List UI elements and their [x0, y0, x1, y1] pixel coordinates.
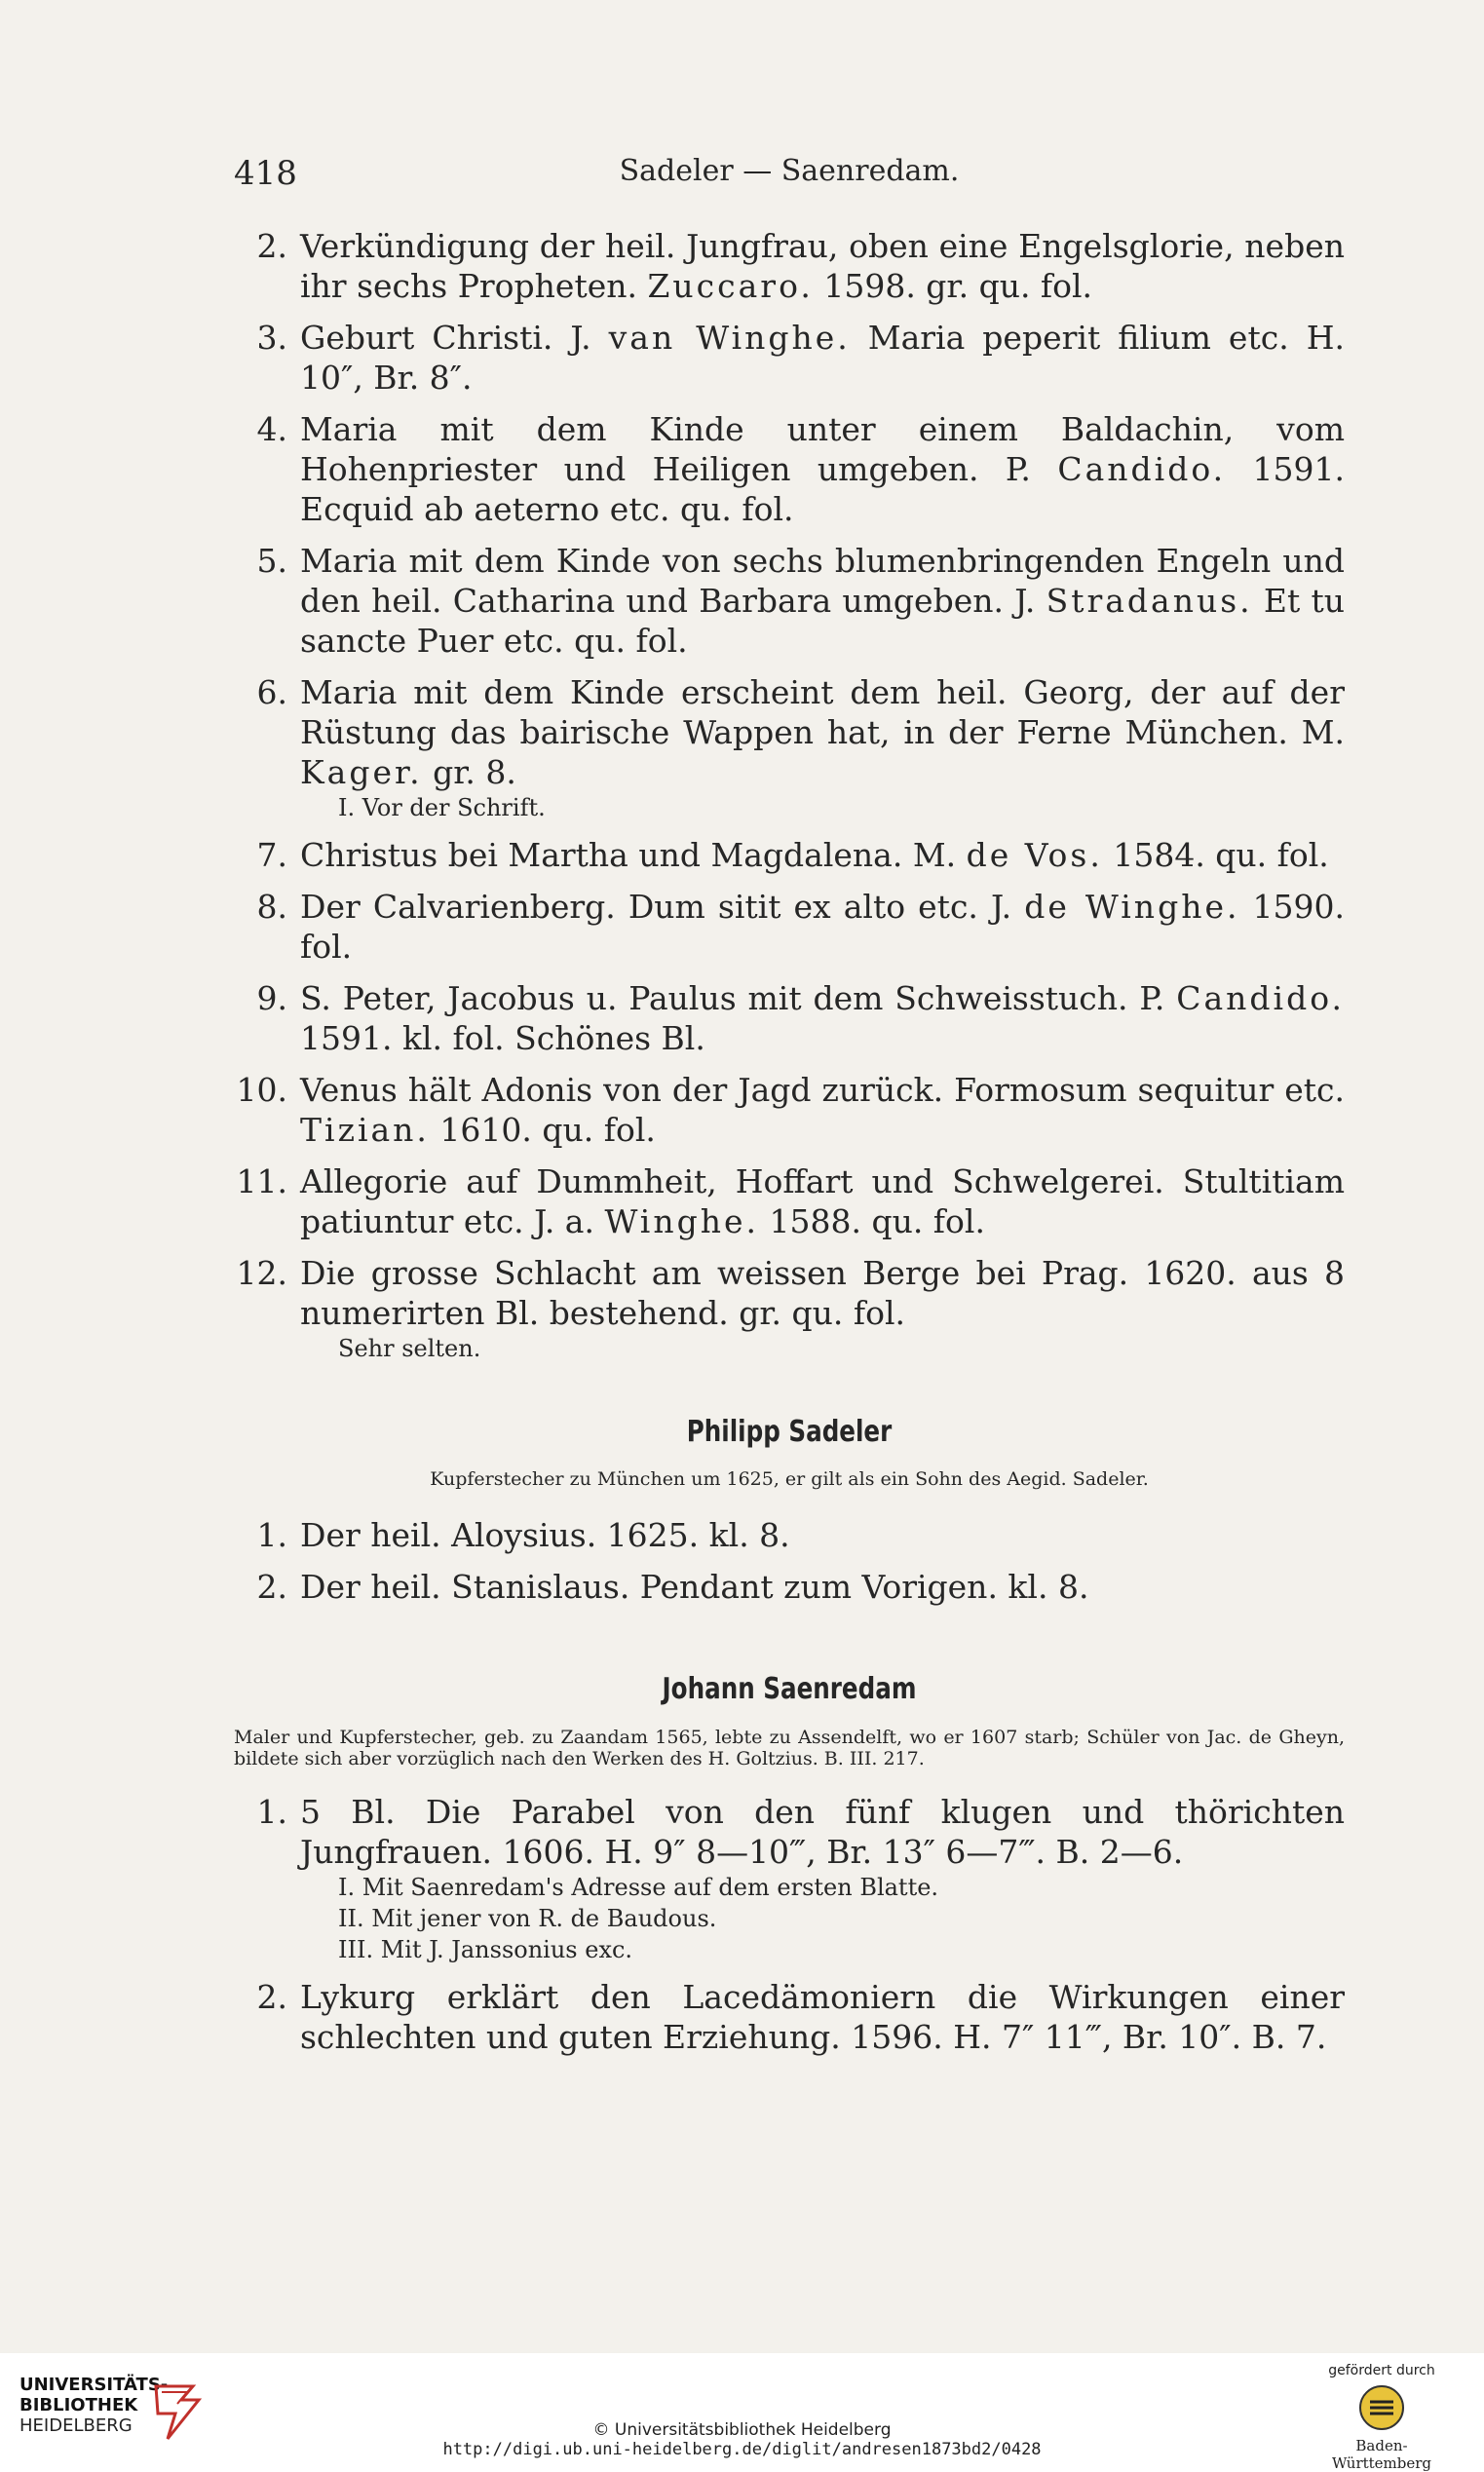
entry-number: 7.	[256, 836, 287, 874]
entry-text-run: Der heil. Aloysius. 1625. kl. 8.	[300, 1516, 790, 1554]
library-name-line1: UNIVERSITÄTS-	[19, 2375, 169, 2395]
entry-text	[300, 1253, 1345, 1333]
entry-state-note: I. Vor der Schrift.	[338, 794, 546, 821]
funder-label: gefördert durch	[1328, 2363, 1435, 2378]
page-header	[234, 154, 1345, 203]
entry-text	[300, 1161, 1345, 1241]
catalog-entry	[234, 1792, 1345, 1872]
artist-name: Candido.	[1176, 979, 1345, 1017]
catalog-entry	[234, 1161, 1345, 1241]
catalog-entry	[234, 1515, 1345, 1555]
entry-text-run: 1588. qu. fol.	[759, 1202, 985, 1240]
entry-text-run: gr. 8.	[422, 753, 516, 791]
entry-text	[300, 1792, 1345, 1872]
running-title: Sadeler — Saenredam.	[619, 154, 960, 188]
entry-text-run: 1591. Ecquid ab aeterno etc. qu. fol.	[300, 450, 1345, 528]
entry-text-run: Maria mit dem Kinde unter einem Baldachin, vom Hohenpriester und Heiligen umgeben. P.	[300, 410, 1345, 488]
catalog-entry	[234, 226, 1345, 306]
catalog-entry	[234, 672, 1345, 792]
entry-number: 12.	[236, 1254, 287, 1292]
entry-text-run: 1610. qu. fol.	[429, 1111, 656, 1149]
entry-number: 5.	[256, 542, 287, 580]
entry-number: 1.	[256, 1516, 287, 1554]
entry-text	[300, 978, 1345, 1058]
entry-number: 9.	[256, 979, 287, 1017]
entry-text	[300, 672, 1345, 792]
entry-text-run: Venus hält Adonis von der Jagd zurück. Formosum sequitur etc.	[300, 1071, 1345, 1109]
entry-text-run: Der Calvarienberg. Dum sitit ex alto etc. J.	[300, 888, 1025, 926]
entry-text	[300, 226, 1345, 306]
catalog-entry	[234, 1070, 1345, 1150]
catalog-entries-johann	[234, 1792, 1345, 2057]
catalog-entry	[234, 318, 1345, 398]
entry-number: 1.	[256, 1793, 287, 1831]
entry-state-note: Sehr selten.	[338, 1335, 481, 1362]
catalog-entry	[234, 541, 1345, 661]
section-title-johann-saenredam: Johann Saenredam	[662, 1672, 917, 1706]
footer-bar	[0, 2353, 1484, 2472]
catalog-entries-aegid	[234, 226, 1345, 1364]
artist-name: van Winghe.	[608, 319, 851, 357]
entry-text-run: Lykurg erklärt den Lacedämoniern die Wirkungen einer schlechten und guten Erziehung. 1596. H. 7″ 11‴, Br. 10″. B. 7.	[300, 1978, 1345, 2056]
entry-text	[300, 318, 1345, 398]
entry-number: 11.	[236, 1162, 287, 1200]
entry-text-run: Maria peperit filium etc. H. 10″, Br. 8″.	[300, 319, 1345, 397]
funder-name: Baden-Württemberg	[1331, 2437, 1432, 2472]
entry-text	[300, 1515, 1345, 1555]
entry-text-run: Allegorie auf Dummheit, Hoffart und Schwelgerei. Stultitiam patiuntur etc. J. a.	[300, 1162, 1345, 1240]
entry-number: 2.	[256, 227, 287, 265]
entry-text-run: 1584. qu. fol.	[1102, 836, 1329, 874]
entry-state-note: II. Mit jener von R. de Baudous.	[338, 1905, 717, 1932]
entry-text-run: Maria mit dem Kinde erscheint dem heil. Georg, der auf der Rüstung das bairische Wappen hat, in der Ferne München. M.	[300, 673, 1345, 751]
section-title-philipp-sadeler: Philipp Sadeler	[686, 1415, 893, 1449]
entry-number: 2.	[256, 1568, 287, 1606]
entry-text-run: Maria mit dem Kinde von sechs blumenbringenden Engeln und den heil. Catharina und Barbara umgeben. J.	[300, 542, 1345, 620]
entry-text	[300, 887, 1345, 967]
artist-name: de Winghe.	[1024, 888, 1240, 926]
entry-number: 8.	[256, 888, 287, 926]
artist-name: Kager.	[300, 753, 423, 791]
catalog-entry	[234, 1253, 1345, 1333]
entry-text-run: Die grosse Schlacht am weissen Berge bei Prag. 1620. aus 8 numerirten Bl. bestehend. gr. qu. fol.	[300, 1254, 1345, 1332]
catalog-entry	[234, 409, 1345, 529]
artist-name: de Vos.	[966, 836, 1103, 874]
entry-number: 10.	[236, 1071, 287, 1109]
catalog-entry	[234, 835, 1345, 875]
entry-text-run: Et tu sancte Puer etc. qu. fol.	[300, 582, 1345, 660]
entry-number: 2.	[256, 1978, 287, 2016]
permalink-url[interactable]: http://digi.ub.uni-heidelberg.de/diglit/andresen1873bd2/0428	[442, 2440, 1042, 2459]
library-name-line3: HEIDELBERG	[19, 2415, 133, 2436]
page-number: 418	[234, 154, 297, 193]
catalog-entry	[234, 1567, 1345, 1607]
artist-name: Stradanus.	[1046, 582, 1253, 620]
entry-text-run: Geburt Christi. J.	[300, 319, 609, 357]
entry-text-run: 1598. gr. qu. fol.	[813, 267, 1093, 305]
entry-text	[300, 1977, 1345, 2057]
artist-name: Candido.	[1057, 450, 1227, 488]
entry-text-run: 5 Bl. Die Parabel von den fünf klugen und thörichten Jungfrauen. 1606. H. 9″ 8—10‴, Br. 13″ 6—7‴. B. 2—6.	[300, 1793, 1345, 1871]
entry-number: 4.	[256, 410, 287, 448]
catalog-entry	[234, 887, 1345, 967]
entry-text-run: 1590. fol.	[300, 888, 1346, 966]
entry-state-note: III. Mit J. Janssonius exc.	[338, 1936, 633, 1963]
artist-name: Zuccaro.	[647, 267, 814, 305]
entry-number: 6.	[256, 673, 287, 711]
funder-logo[interactable]	[1309, 2363, 1455, 2472]
section-note-philipp-sadeler: Kupferstecher zu München um 1625, er gilt als ein Sohn des Aegid. Sadeler.	[430, 1468, 1149, 1490]
library-name-line2: BIBLIOTHEK	[19, 2395, 138, 2415]
artist-name: Tizian.	[300, 1111, 430, 1149]
entry-text-run: 1591. kl. fol. Schönes Bl.	[300, 1019, 705, 1057]
copyright-notice: © Universitätsbibliothek Heidelberg	[592, 2420, 892, 2440]
coat-of-arms-icon	[1358, 2384, 1405, 2431]
entry-text-run: Christus bei Martha und Magdalena. M.	[300, 836, 967, 874]
entry-text-run: Verkündigung der heil. Jungfrau, oben eine Engelsglorie, neben ihr sechs Propheten.	[300, 227, 1345, 305]
artist-name: Winghe.	[604, 1202, 759, 1240]
entry-text-run: S. Peter, Jacobus u. Paulus mit dem Schweisstuch. P.	[300, 979, 1177, 1017]
entry-text	[300, 409, 1345, 529]
entry-number: 3.	[256, 319, 287, 357]
section-note-johann-saenredam: Maler und Kupferstecher, geb. zu Zaandam 1565, lebte zu Assendelft, wo er 1607 starb; Schüler von Jac. de Gheyn, bildete sich aber vorzüglich nach den Werken des H. Goltzius. B. III. 217.	[234, 1727, 1345, 1769]
entry-text	[300, 1070, 1345, 1150]
catalog-entry	[234, 1977, 1345, 2057]
catalog-entries-philipp	[234, 1515, 1345, 1607]
entry-text	[300, 541, 1345, 661]
entry-text	[300, 1567, 1345, 1607]
catalog-entry	[234, 978, 1345, 1058]
entry-text-run: Der heil. Stanislaus. Pendant zum Vorigen. kl. 8.	[300, 1568, 1089, 1606]
entry-text	[300, 835, 1345, 875]
entry-state-note: I. Mit Saenredam's Adresse auf dem ersten Blatte.	[338, 1874, 939, 1901]
